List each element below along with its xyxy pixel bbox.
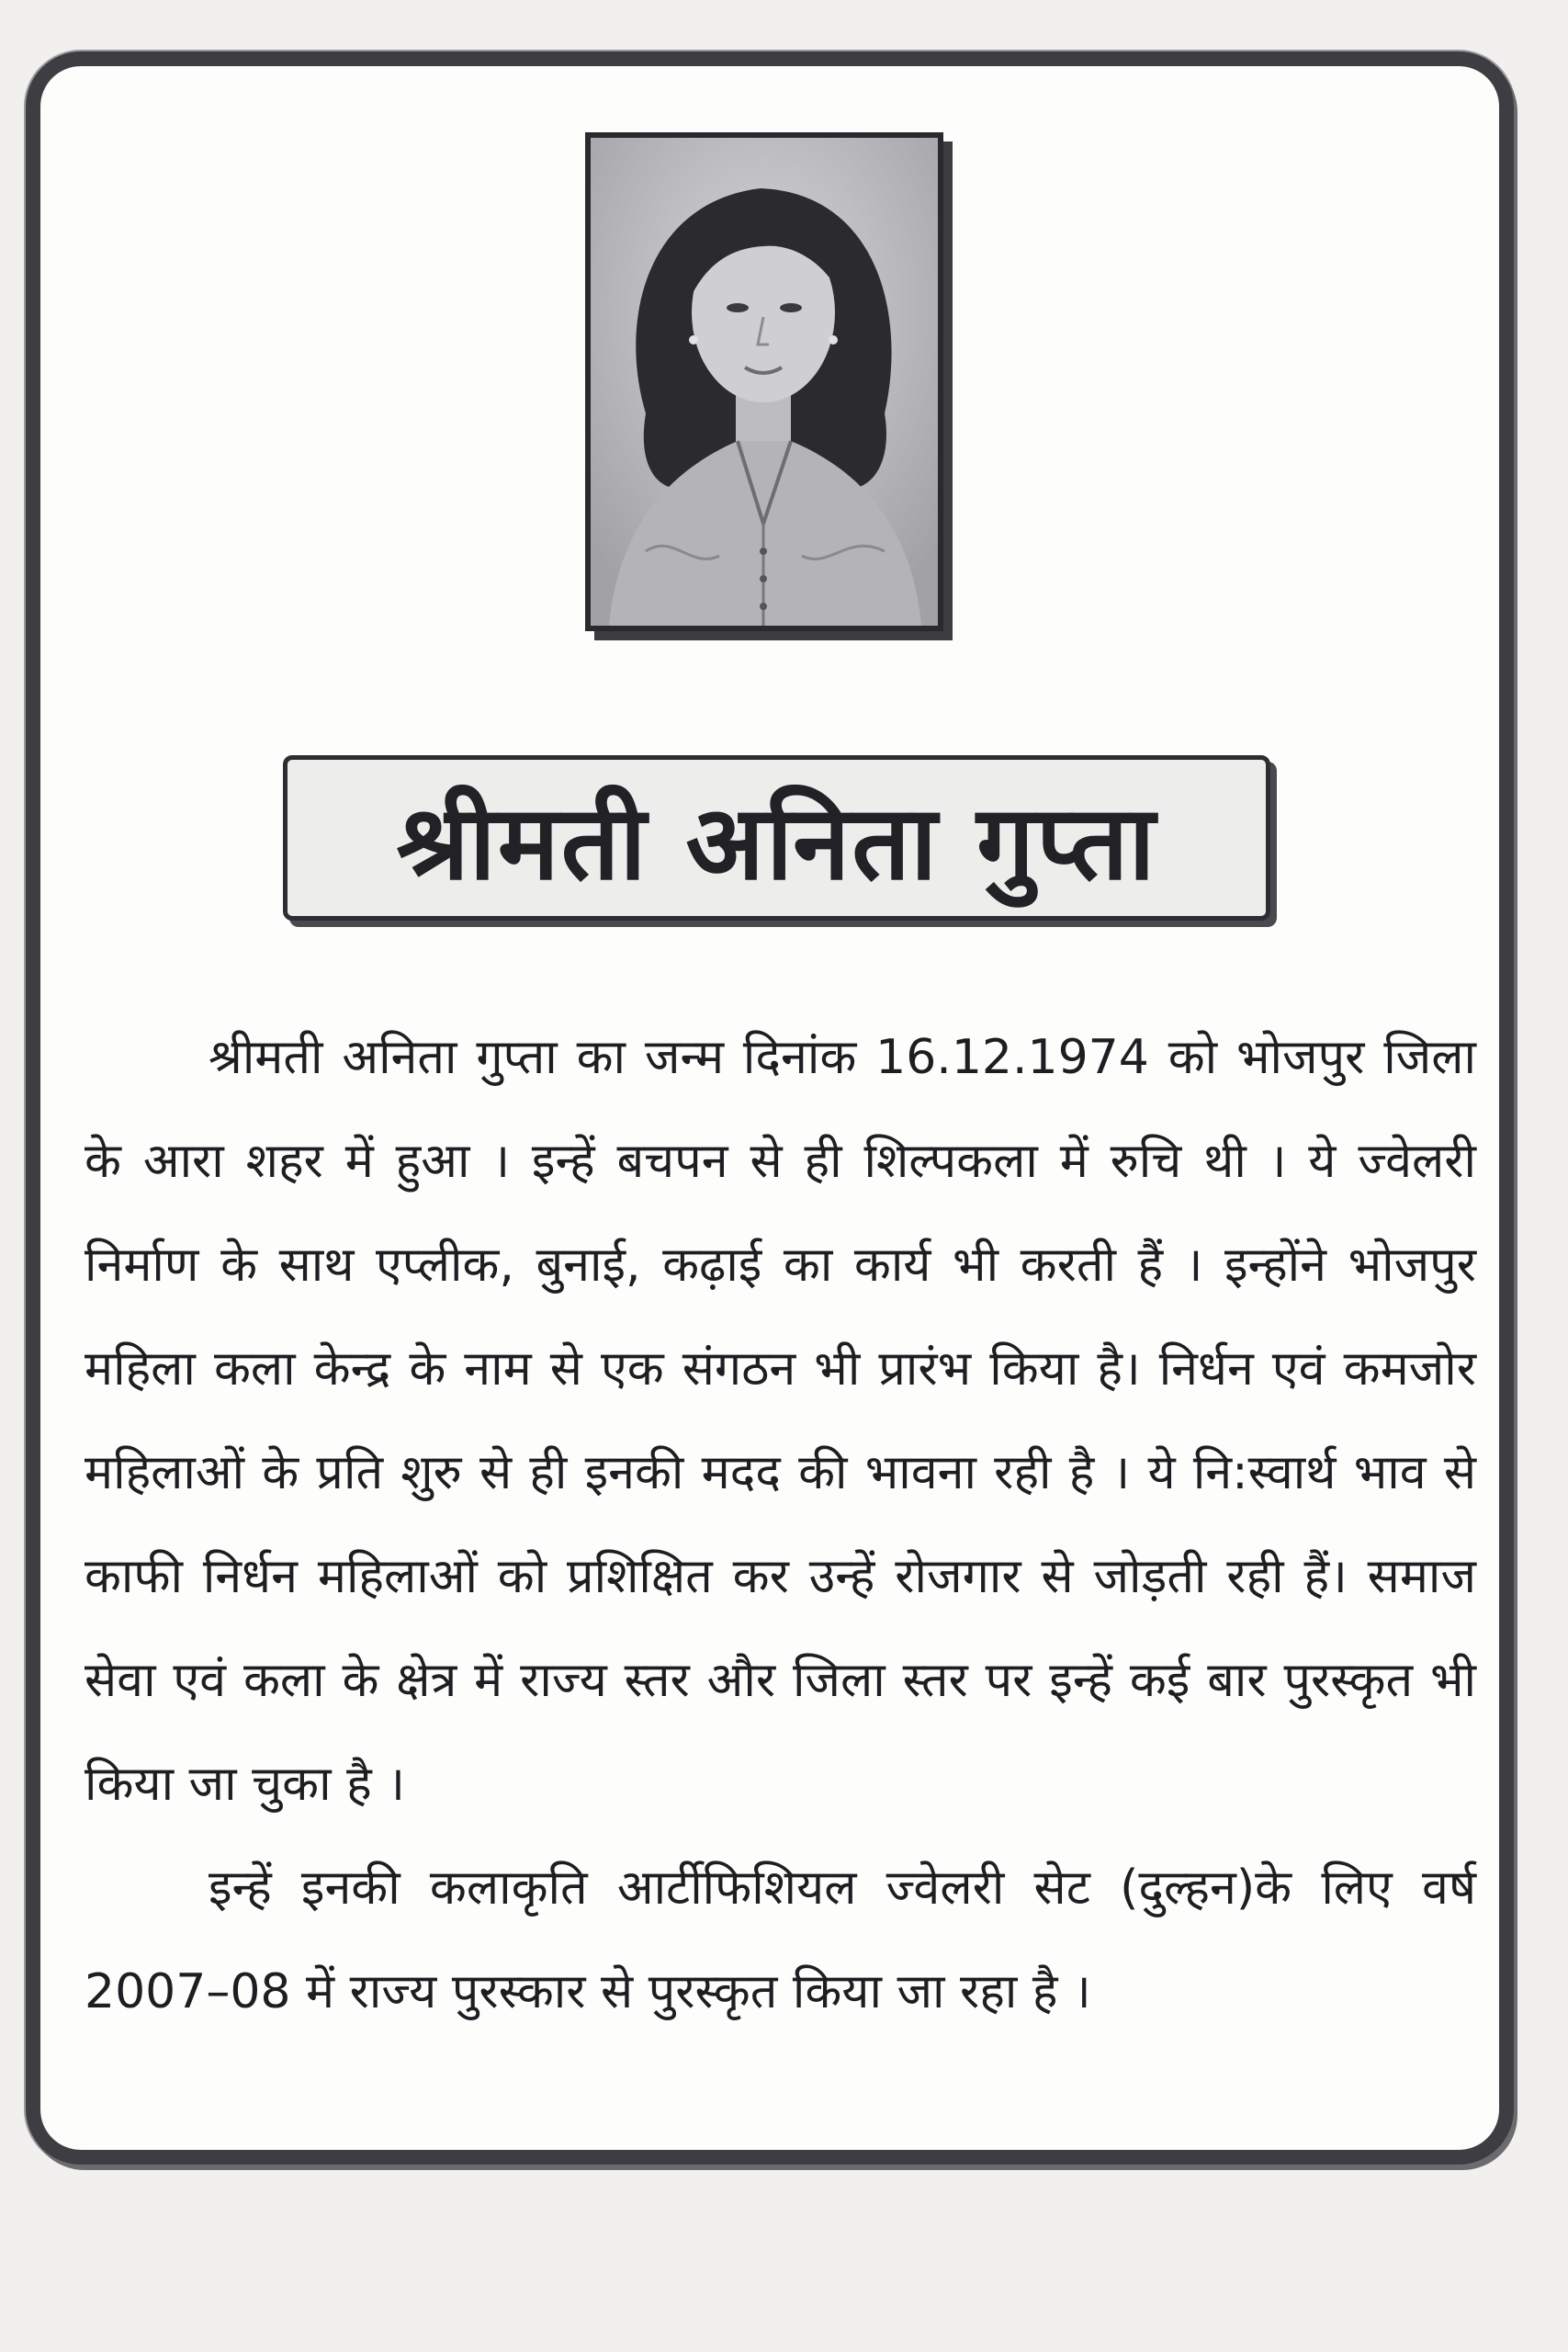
page-title: श्रीमती अनिता गुप्ता (396, 783, 1157, 903)
biography-paragraph-2: इन्हें इनकी कलाकृति आर्टीफिशियल ज्वेलरी सेट (दुल्हन)के लिए वर्ष 2007–08 में राज्य पुरस्कार से पुरस्कृत किया जा रहा है । (85, 1860, 1476, 2019)
biography-paragraph-1: श्रीमती अनिता गुप्ता का जन्म दिनांक 16.12.1974 को भोजपुर जिला के आरा शहर में हुआ । इन्हें बचपन से ही शिल्पकला में रुचि थी । ये ज्वेलरी निर्माण के साथ एप्लीक, बुनाई, कढ़ाई का कार्य भी करती हैं । इन्होंने भोजपुर महिला कला केन्द्र के नाम से एक संगठन भी प्रारंभ किया है। निर्धन एवं कमजोर महिलाओं के प्रति शुरु से ही इनकी मदद की भावना रही है । ये नि:स्वार्थ भाव से काफी निर्धन महिलाओं को प्रशिक्षित कर उन्हें रोजगार से जोड़ती रही हैं। समाज सेवा एवं कला के क्षेत्र में राज्य स्तर और जिला स्तर पर इन्हें कई बार पुरस्कृत भी किया जा चुका है । (85, 1030, 1476, 1812)
name-title-box (283, 755, 1270, 921)
biography (85, 1006, 1476, 2044)
portrait-icon (591, 138, 938, 626)
portrait-photo (585, 132, 943, 631)
